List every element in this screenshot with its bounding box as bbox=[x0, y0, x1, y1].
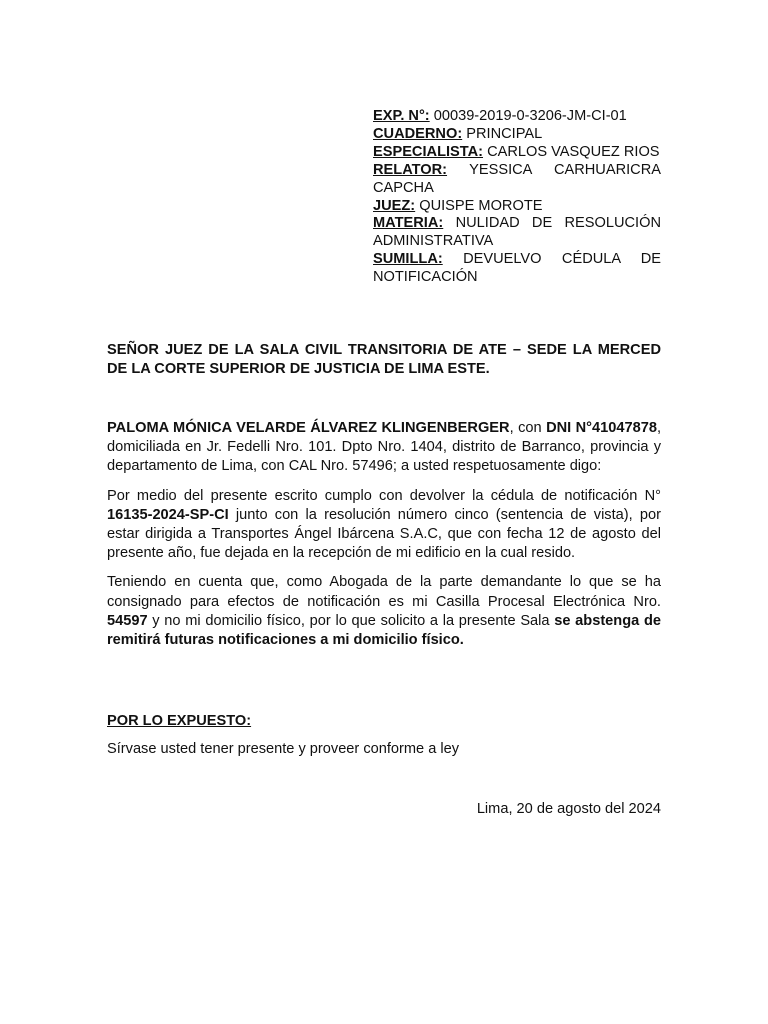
especialista-label: ESPECIALISTA: bbox=[373, 143, 484, 160]
relator-label: RELATOR: bbox=[373, 161, 448, 178]
cuaderno-row bbox=[373, 126, 661, 144]
juez-label: JUEZ: bbox=[373, 197, 416, 214]
juez-value: QUISPE MOROTE bbox=[415, 197, 543, 214]
place-and-date: Lima, 20 de agosto del 2024 bbox=[476, 801, 661, 817]
intro-paragraph bbox=[107, 419, 661, 477]
case-number-row bbox=[373, 108, 661, 126]
notice-text-a: Por medio del presente escrito cumplo con devolver la cédula de notificación N° bbox=[107, 487, 661, 504]
case-header bbox=[373, 108, 661, 287]
section-heading: POR LO EXPUESTO: bbox=[107, 713, 252, 729]
document-body bbox=[107, 419, 661, 660]
closing-statement: Sírvase usted tener presente y proveer conforme a ley bbox=[107, 741, 460, 757]
cuaderno-value: PRINCIPAL bbox=[462, 125, 543, 142]
cedula-number: 16135-2024-SP-CI bbox=[107, 506, 229, 523]
sumilla-value: DEVUELVO CÉDULA DE NOTIFICACIÓN bbox=[373, 251, 661, 286]
relator-value: YESSICA CARHUARICRA CAPCHA bbox=[373, 161, 661, 196]
intro-text-a: , con bbox=[509, 420, 547, 436]
sumilla-label: SUMILLA: bbox=[373, 251, 443, 268]
petitioner-name: PALOMA MÓNICA VELARDE ÁLVAREZ KLINGENBERGER bbox=[107, 420, 510, 436]
notice-text-b: junto con la resolución número cinco (sentencia de vista), por estar dirigida a Transportes Ángel Ibárcena S.A.C, que con fecha 12 de agosto del presente año, fue dejada en la recepción de mi edificio en la cual resido. bbox=[107, 506, 661, 562]
case-number-value: 00039-2019-0-3206-JM-CI-01 bbox=[429, 108, 627, 124]
casilla-number: 54597 bbox=[107, 612, 148, 629]
request-text-a: Teniendo en cuenta que, como Abogada de la parte demandante lo que se ha consignado para efectos de notificación es mi Casilla Procesal Electrónica Nro. bbox=[107, 574, 661, 610]
cuaderno-label: CUADERNO: bbox=[373, 125, 463, 142]
case-number-label: EXP. N°: bbox=[373, 108, 430, 124]
request-text-b: y no mi domicilio físico, por lo que solicito a la presente Sala bbox=[147, 612, 555, 629]
especialista-value: CARLOS VASQUEZ RIOS bbox=[483, 143, 660, 160]
relator-row bbox=[373, 162, 661, 198]
intro-text-b: , domiciliada en Jr. Fedelli Nro. 101. Dpto Nro. 1404, distrito de Barranco, provincia y departamento de Lima, con CAL Nro. 57496; a usted respetuosamente digo: bbox=[107, 420, 662, 475]
especialista-row bbox=[373, 144, 661, 162]
request-paragraph bbox=[107, 573, 661, 650]
sumilla-row bbox=[373, 251, 661, 287]
materia-value: NULIDAD DE RESOLUCIÓN ADMINISTRATIVA bbox=[373, 215, 661, 250]
notice-paragraph bbox=[107, 487, 661, 564]
materia-row bbox=[373, 215, 661, 251]
dni-number: DNI N°41047878 bbox=[546, 420, 657, 436]
juez-row bbox=[373, 198, 661, 216]
materia-label: MATERIA: bbox=[373, 215, 444, 232]
addressee: SEÑOR JUEZ DE LA SALA CIVIL TRANSITORIA DE ATE – SEDE LA MERCED DE LA CORTE SUPERIOR DE JUSTICIA DE LIMA ESTE. bbox=[107, 342, 661, 377]
request-statement: se abstenga de remitirá futuras notificaciones a mi domicilio físico. bbox=[107, 612, 661, 649]
